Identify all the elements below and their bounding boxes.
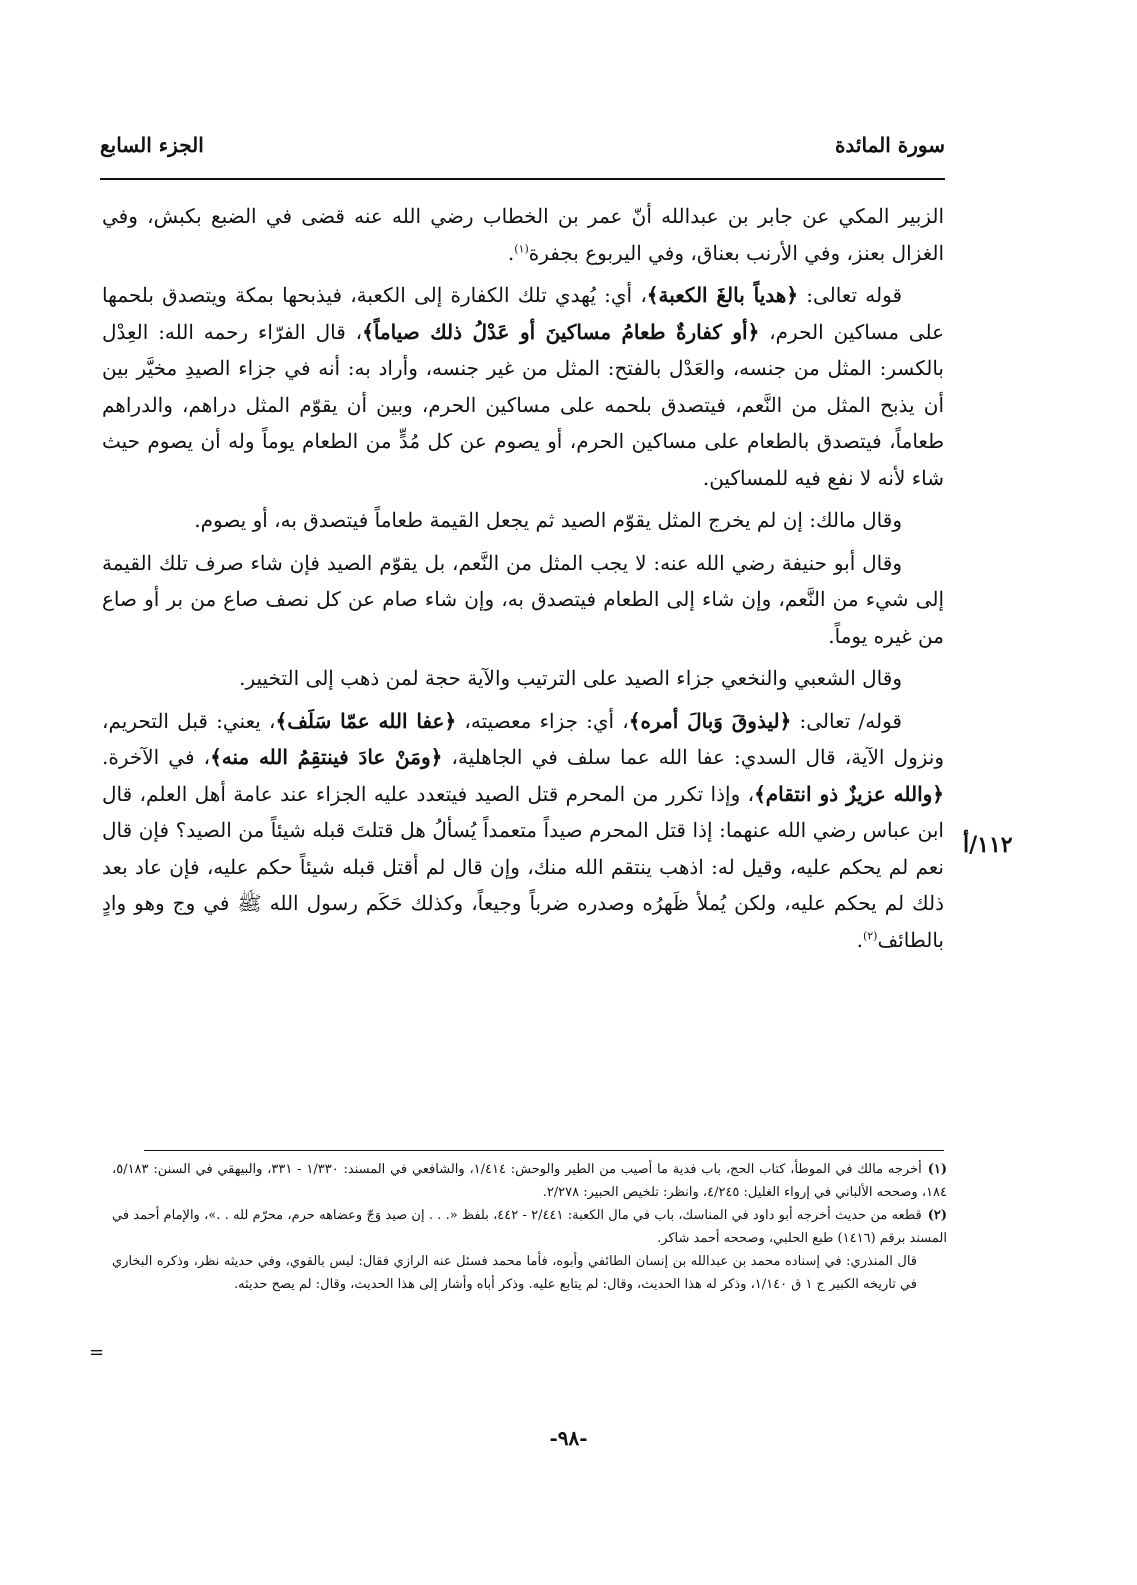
text-segment: ، أي: يُهدي تلك الكفارة إلى الكعبة، فيذبحها بمكة ويتصدق بلحمها على مساكين الحرم،	[102, 283, 945, 344]
text-segment: الزبير المكي عن جابر بن عبدالله أنّ عمر بن الخطاب رضي الله عنه قضى في الضبع بكبش، وفي الغزال بعنز، وفي الأرنب بعناق، وفي اليربوع بجفرة	[102, 204, 944, 265]
footnote-reference: (١)	[514, 241, 529, 255]
manuscript-folio-marker: ١١٢/أ	[963, 832, 1013, 858]
paragraph	[102, 502, 944, 539]
text-segment: قوله/ تعالى:	[791, 708, 902, 733]
surah-title: سورة المائدة	[834, 133, 945, 157]
paragraph	[102, 703, 944, 959]
text-segment: وقال أبو حنيفة رضي الله عنه: لا يجب المثل من النَّعم، بل يقوّم الصيد فإن شاء صرف تلك القيمة إلى شيء من النَّعم، وإن شاء إلى الطعام فيتصدق به، وإن شاء صام عن كل نصف صاع من بر أو صاع من غيره يوماً.	[102, 550, 944, 648]
footnotes	[112, 1158, 947, 1296]
footnote-number: (٢)	[927, 1208, 947, 1223]
text-segment: ، أي: جزاء معصيته،	[456, 708, 629, 733]
footnote-reference: (٢)	[862, 928, 878, 942]
text-segment: ، وإذا تكرر من المحرم قتل الصيد فيتعدد عليه الجزاء عند عامة أهل العلم، قال ابن عباس رضي الله عنهما: إذا قتل المحرم صيداً متعمداً يُسألُ هل قتلتَ قبله شيئاً من الصيد؟ فإن قال نعم لم يحكم عليه، وقيل له: اذهب ينتقم الله منك، وإن قال لم أقتل قبله شيئاً حكم عليه، فإن عاد بعد ذلك لم يحكم عليه، ولكن يُملأ ظَهرُه وصدره ضرباً وجيعاً، وكذلك حَكَم رسول الله ﷺ في وج وهو وادٍ بالطائف	[102, 781, 944, 952]
running-header	[100, 133, 945, 167]
side-mark: =	[89, 1342, 105, 1363]
quran-verse: ﴿أو كفارةٌ طعامُ مساكينَ أو عَدْلُ ذلك صياماً﴾	[362, 319, 760, 344]
juz-title: الجزء السابع	[100, 133, 204, 157]
quran-verse: ﴿والله عزيزٌ ذو انتقام﴾	[754, 781, 945, 806]
text-segment: ، في الآخرة.	[102, 745, 211, 769]
footnote	[112, 1158, 947, 1204]
text-segment: قوله تعالى:	[798, 283, 903, 307]
text-segment: .	[856, 927, 863, 952]
quran-verse: ﴿ليذوقَ وَبالَ أمره﴾	[628, 708, 792, 733]
main-text	[102, 198, 944, 964]
footnote-text: قطعه من حديث أخرجه أبو داود في المناسك، باب في مال الكعبة: ٢/٤٤١ - ٤٤٢، بلفظ «. . . إن صيد وَجّ وعضاهه حرم، محرّم لله . .»، والإمام أحمد في المسند برقم (١٤١٦) طبع الحلبي، وصححه أحمد شاكر.	[112, 1208, 947, 1246]
paragraph	[102, 660, 944, 697]
text-segment: وقال مالك: إن لم يخرج المثل يقوّم الصيد ثم يجعل القيمة طعاماً فيتصدق به، أو يصوم.	[194, 508, 902, 532]
text-segment: وقال الشعبي والنخعي جزاء الصيد على الترتيب والآية حجة لمن ذهب إلى التخيير.	[239, 666, 902, 690]
footnote-number: (١)	[927, 1162, 947, 1177]
text-segment: .	[507, 240, 515, 265]
quran-verse: ﴿هدياً بالغَ الكعبة﴾	[646, 283, 799, 307]
text-segment: ، قال الفرّاء رحمه الله: العِدْل بالكسر: المثل من جنسه، والعَدْل بالفتح: المثل من غير جنسه، وأراد به: أنه في جزاء الصيدِ مخيَّر بين أن يذبح المثل من النَّعم، فيتصدق بلحمه على مساكين الحرم، وبين أن يقوّم المثل دراهم، والدراهم طعاماً، فيتصدق بالطعام على مساكين الحرم، أو يصوم عن كل مُدٍّ من الطعام يوماً وله أن يصوم حيث شاء لأنه لا نفع فيه للمساكين.	[102, 319, 945, 490]
quran-verse: ﴿عفا الله عمّا سَلَف﴾	[275, 708, 457, 733]
footnote	[112, 1204, 947, 1250]
paragraph	[102, 198, 944, 271]
footnote	[112, 1250, 947, 1296]
page-number: -٩٨-	[549, 1426, 588, 1450]
footnote-divider	[144, 1150, 944, 1151]
header-divider	[100, 178, 945, 180]
paragraph	[102, 277, 944, 496]
text-segment: ، يعني: قبل التحريم، ونزول الآية، قال السدي: عفا الله عما سلف في الجاهلية،	[102, 708, 944, 769]
footnote-text: أخرجه مالك في الموطأ، كتاب الحج، باب فدية ما أصيب من الطير والوحش: ١/٤١٤، والشافعي في المسند: ١/٣٣٠ - ٣٣١، والبيهقي في السنن: ٥/١٨٣، ١٨٤، وصححه الألباني في إرواء الغليل: ٤/٢٤٥، وانظر: تلخيص الحبير: ٢/٢٧٨.	[112, 1162, 947, 1200]
paragraph	[102, 545, 944, 655]
quran-verse: ﴿ومَنْ عادَ فينتقِمُ الله منه﴾	[210, 745, 443, 769]
footnote-text: قال المنذري: في إسناده محمد بن عبدالله بن إنسان الطائفي وأبوه، فأما محمد فسئل عنه الرازي فقال: ليس بالقوي، وفي حديثه نظر، وذكره البخاري في تاريخه الكبير ج ١ ق ١/١٤٠، وذكر له هذا الحديث، وقال: لم يتابع عليه. وذكر أباه وأشار إلى هذا الحديث، وقال: لم يصح حديثه.	[112, 1254, 917, 1292]
